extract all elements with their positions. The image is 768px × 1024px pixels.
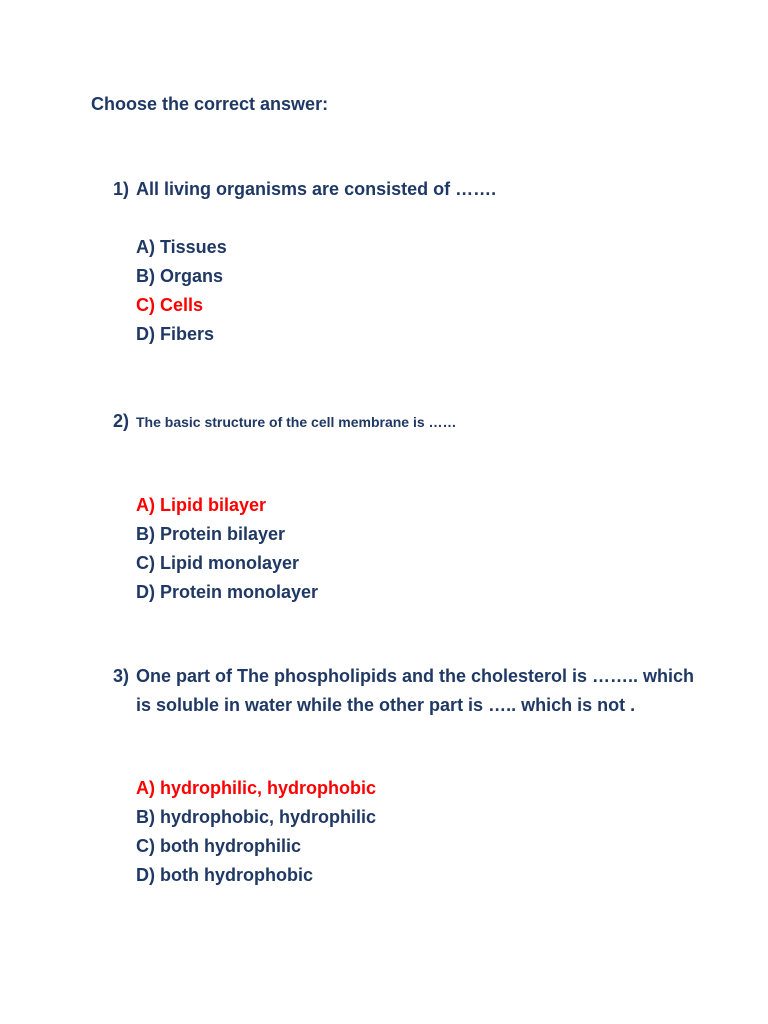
question-2-number: 2) bbox=[113, 411, 130, 431]
question-1-number: 1) bbox=[113, 179, 130, 199]
question-2-option-a-correct: A) Lipid bilayer bbox=[136, 495, 267, 515]
question-1-text: All living organisms are consisted of ……. bbox=[136, 179, 497, 199]
question-3-number: 3) bbox=[113, 666, 130, 686]
question-2-text: The basic structure of the cell membrane is …… bbox=[136, 414, 457, 430]
question-3-option-b: B) hydrophobic, hydrophilic bbox=[136, 807, 376, 827]
question-3-option-d: D) both hydrophobic bbox=[136, 865, 313, 885]
question-1-option-a: A) Tissues bbox=[136, 237, 227, 257]
question-1-option-b: B) Organs bbox=[136, 266, 224, 286]
page-heading: Choose the correct answer: bbox=[91, 94, 329, 114]
question-3-text-line-2: is soluble in water while the other part is ….. which is not . bbox=[136, 695, 636, 715]
question-2-option-c: C) Lipid monolayer bbox=[136, 553, 300, 573]
question-3-option-c: C) both hydrophilic bbox=[136, 836, 301, 856]
question-3-text-line-1: One part of The phospholipids and the cholesterol is …….. which bbox=[136, 666, 695, 686]
question-1-option-c-correct: C) Cells bbox=[136, 295, 204, 315]
question-3-option-a-correct: A) hydrophilic, hydrophobic bbox=[136, 778, 376, 798]
question-2-option-b: B) Protein bilayer bbox=[136, 524, 286, 544]
question-1-option-d: D) Fibers bbox=[136, 324, 215, 344]
question-2-option-d: D) Protein monolayer bbox=[136, 582, 319, 602]
